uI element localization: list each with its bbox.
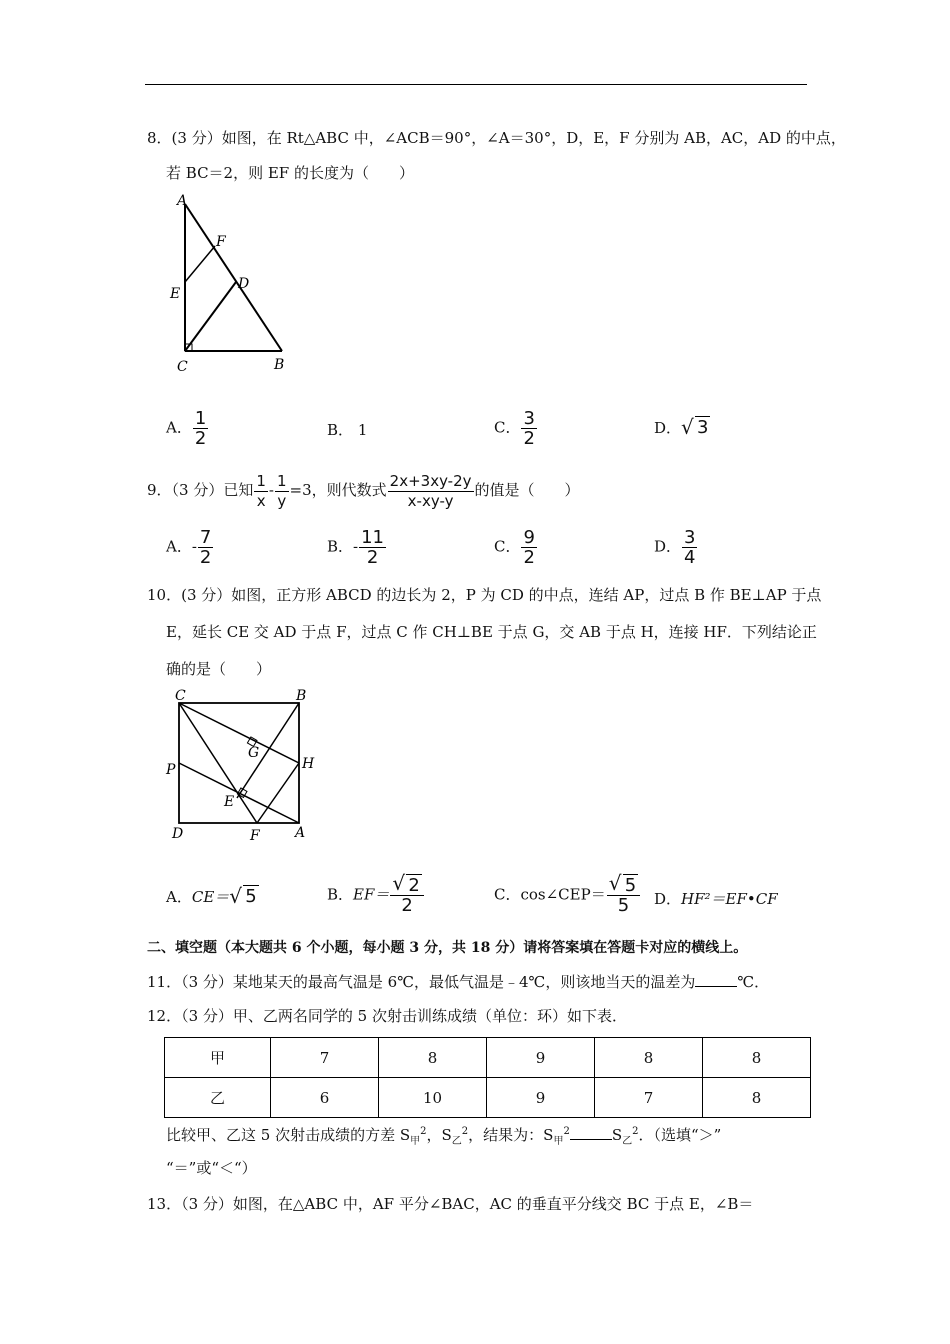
- q8-line2: 若 BC＝2，则 EF 的长度为（ ）: [166, 164, 414, 182]
- q8-label-F: F: [216, 234, 226, 250]
- q8-label-C: C: [177, 359, 188, 375]
- q12-score-table: [164, 1037, 811, 1118]
- table-cell: 乙: [165, 1078, 271, 1118]
- q10-figure: [162, 686, 332, 846]
- q12-line2: “＝”或“＜“）: [166, 1159, 257, 1177]
- table-cell: 甲: [165, 1038, 271, 1078]
- q8-figure: [162, 190, 302, 380]
- q8-option-a: A． $\frac{1}{2}$: [166, 408, 207, 449]
- table-cell: 6: [271, 1078, 379, 1118]
- q9-option-a: A．- $\frac{7}{2}$: [166, 527, 212, 568]
- q10-label-C: C: [175, 688, 186, 704]
- section-two-heading: 二、填空题（本大题共 6 个小题，每小题 3 分，共 18 分）请将答案填在答题卡对应的横线上。: [147, 940, 748, 956]
- q10-label-D: D: [172, 826, 184, 842]
- q9-option-d: D． $\frac{3}{4}$: [654, 527, 696, 568]
- q10-label-H: H: [302, 756, 315, 772]
- q10-label-F: F: [250, 828, 260, 844]
- table-cell: 8: [703, 1038, 811, 1078]
- q11-text: 11．（3 分）某地某天的最高气温是 6℃，最低气温是﹣4℃，则该地当天的温差为 ℃．: [147, 973, 770, 991]
- q8-option-c: C． $\frac{3}{2}$: [494, 408, 535, 449]
- q10-label-B: B: [296, 688, 307, 704]
- table-row: [165, 1078, 811, 1118]
- table-cell: 8: [379, 1038, 487, 1078]
- q8-option-b: B． 1: [327, 421, 368, 439]
- q10-option-d: D．HF²＝EF•CF: [654, 890, 778, 908]
- q8-option-d: D．√ 3: [654, 417, 710, 438]
- q12-text: 12．（3 分）甲、乙两名同学的 5 次射击训练成绩（单位：环）如下表．: [147, 1007, 627, 1025]
- q12-answer-blank[interactable]: [570, 1125, 612, 1140]
- table-cell: 8: [703, 1078, 811, 1118]
- q9-stem: 9．（3 分）已知 $\frac{1}{x}$ - $\frac{1}{y}$ =3，则代数式 $\frac{2x+3xy-2y}{x-xy-y}$ 的值是（ ）: [147, 471, 580, 510]
- q12-compare-line: 比较甲、乙这 5 次射击成绩的方差 $S_甲^2$，$S_乙^2$，结果为：$S_甲^2$ $S_乙^2$．（选填“＞”: [166, 1126, 722, 1147]
- q10-line1: 10．(3 分）如图，正方形 ABCD 的边长为 2，P 为 CD 的中点，连结 AP，过点 B 作 BE⊥AP 于点: [147, 586, 822, 604]
- q10-option-c: C．cos∠CEP＝ √ $\frac{5}{5}$: [494, 876, 641, 915]
- q8-line1: 8．(3 分）如图，在 Rt△ABC 中，∠ACB＝90°，∠A＝30°，D，E，F 分别为 AB，AC，AD 的中点，: [147, 129, 846, 147]
- q10-label-G: G: [248, 745, 260, 761]
- q8-label-B: B: [274, 357, 285, 373]
- q10-label-A: A: [295, 825, 306, 841]
- q8-label-A: A: [177, 193, 188, 209]
- table-cell: 10: [379, 1078, 487, 1118]
- q10-label-E: E: [224, 794, 235, 810]
- table-cell: 7: [595, 1078, 703, 1118]
- q8-label-E: E: [170, 286, 181, 302]
- table-cell: 9: [487, 1038, 595, 1078]
- q9-option-c: C． $\frac{9}{2}$: [494, 527, 535, 568]
- q10-line3: 确的是（ ）: [166, 660, 272, 678]
- q10-option-b: B．EF＝ √ $\frac{2}{2}$: [327, 876, 425, 915]
- table-row: [165, 1038, 811, 1078]
- header-rule: [145, 84, 807, 85]
- q11-answer-blank[interactable]: [695, 972, 737, 987]
- q13-text: 13．（3 分）如图，在△ABC 中，AF 平分∠BAC，AC 的垂直平分线交 BC 于点 E，∠B＝: [147, 1195, 754, 1213]
- q9-option-b: B．- $\frac{11}{2}$: [327, 527, 385, 568]
- q10-label-P: P: [166, 762, 176, 778]
- q10-line2: E，延长 CE 交 AD 于点 F，过点 C 作 CH⊥BE 于点 G，交 AB 于点 H，连接 HF．下列结论正: [166, 623, 817, 641]
- q8-label-D: D: [238, 276, 250, 292]
- table-cell: 8: [595, 1038, 703, 1078]
- table-cell: 9: [487, 1078, 595, 1118]
- table-cell: 7: [271, 1038, 379, 1078]
- q10-option-a: A．CE＝√ 5: [166, 886, 259, 907]
